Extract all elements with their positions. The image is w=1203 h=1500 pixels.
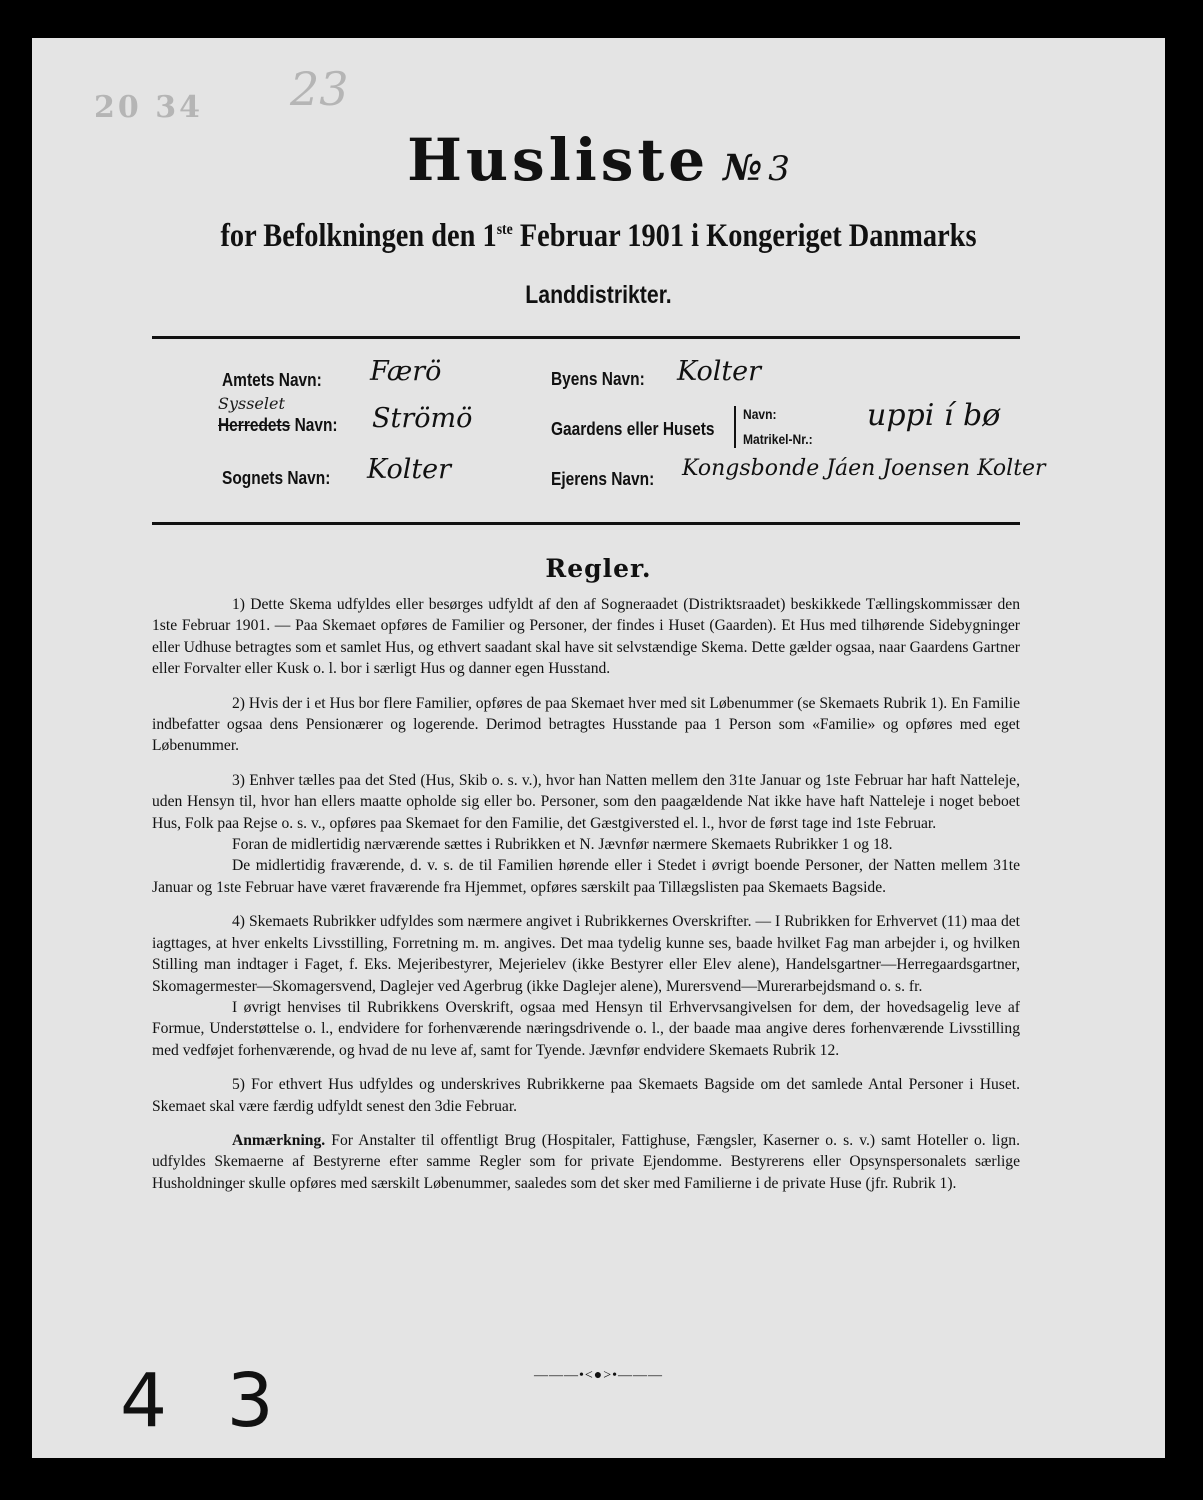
herred-value: Strömö [372, 403, 473, 434]
subtitle-post: Februar 1901 i Kongeriget Danmarks [512, 218, 977, 254]
top-rule [152, 336, 1020, 339]
margin-note-bottom: 4 3 [120, 1358, 292, 1444]
form-title [32, 126, 1165, 194]
rule-3: 3) Enhver tælles paa det Sted (Hus, Skib o. s. v.), hvor han Natten mellem den 31te Januar og 1ste Februar har haft Natteleje, uden Hensyn til, hvor han ellers maatte opholde sig eller bo. Personer, som den paagældende Nat ikke have haft Natteleje i noget beboet Hus, Folk paa Rejse o. s. v., opføres paa Skemaet for den Familie, det Gæstgiversted el. l., hvor de først tage ind 1ste Februar. [152, 771, 1020, 832]
number-value: 3 [768, 149, 790, 189]
sogn-value: Kolter [367, 454, 452, 485]
ejer-label: Ejerens Navn: [551, 469, 655, 489]
form-subtitle [111, 218, 1085, 255]
rule-3b: Foran de midlertidig nærværende sættes i Rubrikken et N. Jævnfør nærmere Skemaets Rubrikker 1 og 18. [232, 836, 893, 854]
title-text: Husliste [407, 126, 710, 194]
rule-3c: De midlertidig fraværende, d. v. s. de til Familien hørende eller i Stedet i øvrigt boende Personer, der Natten mellem 31te Januar og 1ste Februar have været fraværende fra Hjemmet, opføres særskilt paa Tillægslisten paa Skemaets Bagside. [152, 857, 1020, 896]
subtitle-pre: for Befolkningen den 1 [220, 218, 497, 254]
rule-1: 1) Dette Skema udfyldes eller besørges udfyldt af den af Sogneraadet (Distriktsraadet) beskikkede Tællingskommissær den 1ste Februar 1901. — Paa Skemaet opføres de Familier og Personer, der findes i Huset (Gaarden). Et Hus med tilhørende Sidebygninger eller Udhuse betragtes som et samlet Hus, og ethvert saadant skal have sit selvstændige Skema. Dette gælder ogsaa, naar Gaardens Gartner eller Forvalter eller Kusk o. l. bor i særligt Hus og danner egen Husstand. [152, 596, 1020, 678]
subtitle-sup: ste [496, 221, 513, 238]
ornament-text: ———•<●>•——— [533, 1368, 664, 1383]
herred-label-rest: Navn: [290, 415, 338, 435]
herred-overwrite: Sysselet [218, 394, 285, 413]
rule-5: 5) For ethvert Hus udfyldes og underskrives Rubrikkerne paa Skemaets Bagside om det samlede Antal Personer i Huset. Skemaet skal være færdig udfyldt senest den 3die Februar. [152, 1076, 1020, 1115]
herred-struck: Herredets [218, 415, 291, 435]
rule-note [152, 1130, 1020, 1194]
rules-body [152, 594, 1020, 1207]
margin-note-pencil: 23 [290, 62, 349, 116]
note-label: Anmærkning. [232, 1131, 326, 1149]
amt-value: Færö [370, 356, 442, 387]
gaard-value: uppi í bø [867, 398, 1001, 433]
rule-2: 2) Hvis der i et Hus bor flere Familier, opføres de paa Skemaet hver med sit Løbenummer (se Skemaets Rubrik 1). En Familie indbefatter ogsaa dens Pensionærer og logerende. Derimod betragtes Husstande paa 1 Person som «Familie» og opføres med eget Løbenummer. [152, 694, 1020, 755]
matrikel-label: Matrikel-Nr.: [743, 431, 813, 447]
margin-note-faint: 20 34 [94, 90, 203, 125]
navn-label: Navn: [743, 406, 777, 422]
rule-4: 4) Skemaets Rubrikker udfyldes som nærmere angivet i Rubrikkernes Overskrifter. — I Rubrikken for Erhvervet (11) maa det iagttages, at hver enkelts Livsstilling, Forretning m. m. angives. Det maa tydelig kunne ses, baade hvilket Fag man arbejder i, og hvilken Stilling man indtager i Faget, f. Eks. Mejeribestyrer, Mejerielev (ikke Bestyrer eller Elev alene), Handelsgartner—Herregaardsgartner, Skomagermester—Skomagersvend, Daglejer ved Agerbrug (ikke Daglejer alene), Murersvend—Murerarbejdsmand o. s. fr. [152, 913, 1020, 995]
bottom-rule [152, 522, 1020, 525]
gaard-label: Gaardens eller Husets [551, 419, 715, 439]
district-heading: Landdistrikter. [525, 281, 672, 309]
ejer-value: Kongsbonde Jáen Joensen Kolter [682, 456, 1046, 481]
note-text: For Anstalter til offentligt Brug (Hospitaler, Fattighuse, Fængsler, Kaserner o. s. v.) samt Hoteller o. lign. udfyldes Skemaerne af Bestyrerne efter samme Regler som for private Ejendomme. Bestyrerens eller Opsynspersonalets særlige Husholdninger skulle opføres med særskilt Løbenummer, saaledes som det sker med Familierne i de private Huse (jfr. Rubrik 1). [152, 1131, 1020, 1192]
rules-heading: Regler. [545, 554, 652, 583]
by-label: Byens Navn: [551, 369, 645, 389]
number-label: № [723, 147, 763, 189]
gaard-brace [734, 406, 736, 448]
amt-label: Amtets Navn: [222, 370, 322, 390]
sogn-label: Sognets Navn: [222, 468, 331, 488]
by-value: Kolter [677, 356, 762, 387]
census-form-page [32, 38, 1165, 1458]
rule-4b: I øvrigt henvises til Rubrikkens Overskrift, ogsaa med Hensyn til Erhvervsangivelsen for dem, der hovedsagelig leve af Formue, Understøttelse o. l., endvidere for forhenværende næringsdrivende o. l., der baade maa angive deres forhenværende Livsstilling med vedføjet forhenværende, og hvad de nu leve af, samt for Tyende. Jævnfør endvidere Skemaets Rubrik 12. [152, 998, 1020, 1059]
herred-label [218, 415, 338, 436]
